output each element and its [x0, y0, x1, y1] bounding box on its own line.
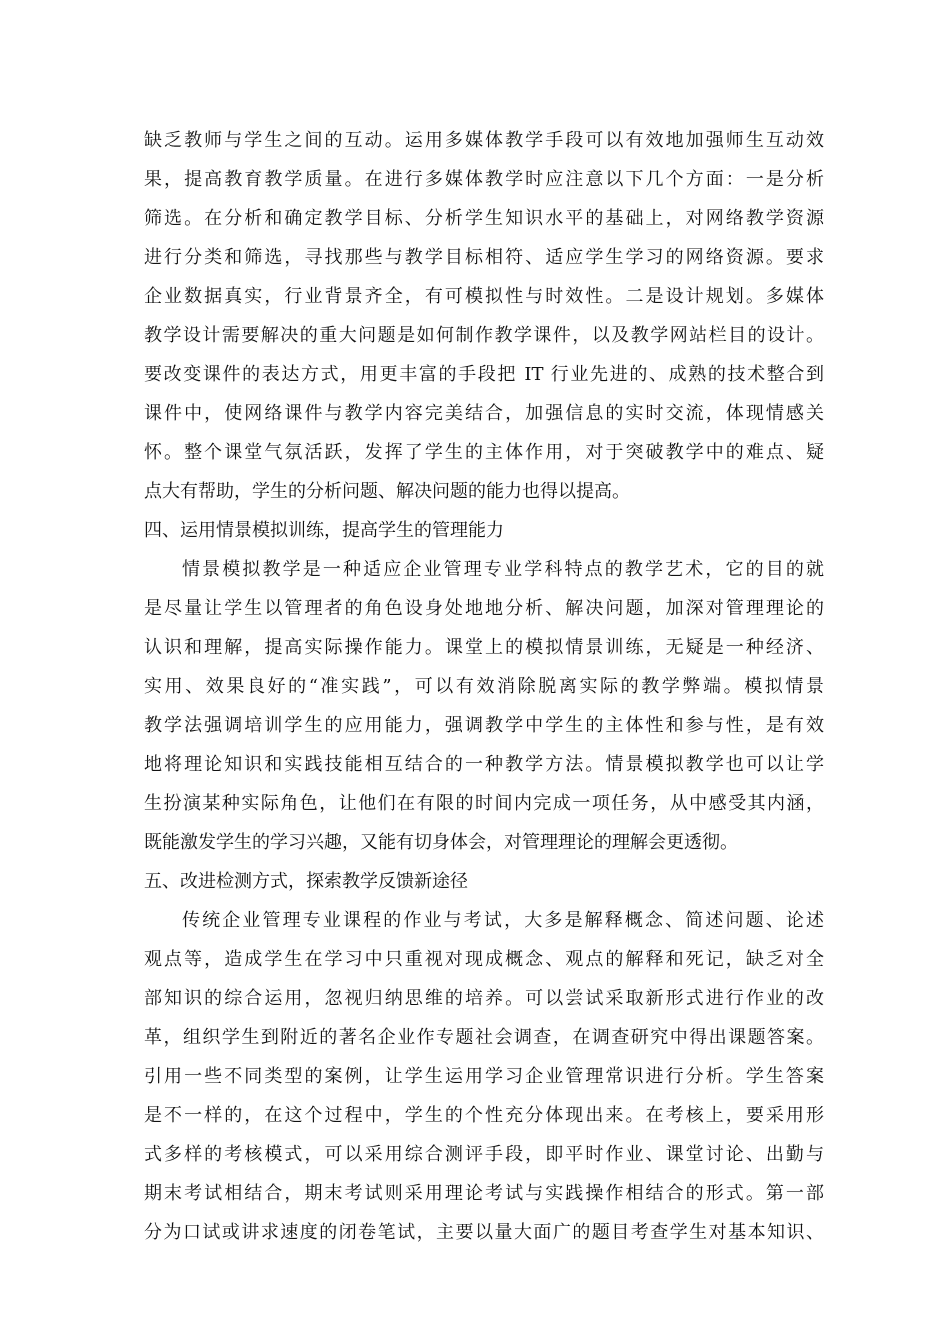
- paragraph-line: 地将理论知识和实践技能相互结合的一种教学方法。情景模拟教学也可以让学: [144, 754, 824, 775]
- paragraph-line: 是尽量让学生以管理者的角色设身处地地分析、解决问题，加深对管理理论的: [144, 598, 824, 619]
- paragraph-line: 是不一样的，在这个过程中，学生的个性充分体现出来。在考核上，要采用形: [144, 1105, 824, 1126]
- section-heading-5: 五、改进检测方式，探索教学反馈新途径: [144, 871, 468, 892]
- document-body: [144, 121, 824, 1252]
- paragraph-line: 既能激发学生的学习兴趣，又能有切身体会，对管理理论的理解会更透彻。: [144, 832, 738, 853]
- paragraph-line: 实用、效果良好的“准实践”，可以有效消除脱离实际的教学弊端。模拟情景: [144, 676, 824, 697]
- paragraph-line: 筛选。在分析和确定教学目标、分析学生知识水平的基础上，对网络教学资源: [144, 208, 824, 229]
- paragraph-line: 点大有帮助，学生的分析问题、解决问题的能力也得以提高。: [144, 481, 630, 502]
- paragraph-line: 教学法强调培训学生的应用能力，强调教学中学生的主体性和参与性，是有效: [144, 715, 824, 736]
- paragraph-line: 认识和理解，提高实际操作能力。课堂上的模拟情景训练，无疑是一种经济、: [144, 637, 824, 658]
- paragraph-line: 引用一些不同类型的案例，让学生运用学习企业管理常识进行分析。学生答案: [144, 1066, 824, 1087]
- section-heading-4: 四、运用情景模拟训练，提高学生的管理能力: [144, 520, 504, 541]
- paragraph-line: 式多样的考核模式，可以采用综合测评手段，即平时作业、课堂讨论、出勤与: [144, 1144, 824, 1165]
- paragraph-line: 生扮演某种实际角色，让他们在有限的时间内完成一项任务，从中感受其内涵，: [144, 793, 824, 814]
- paragraph-line: 观点等，造成学生在学习中只重视对现成概念、观点的解释和死记，缺乏对全: [144, 949, 824, 970]
- paragraph-line: 革，组织学生到附近的著名企业作专题社会调查，在调查研究中得出课题答案。: [144, 1027, 824, 1048]
- paragraph-line: 期末考试相结合，期末考试则采用理论考试与实践操作相结合的形式。第一部: [144, 1183, 824, 1204]
- paragraph-line: 课件中，使网络课件与教学内容完美结合，加强信息的实时交流，体现情感关: [144, 403, 824, 424]
- paragraph-line: 进行分类和筛选，寻找那些与教学目标相符、适应学生学习的网络资源。要求: [144, 247, 824, 268]
- paragraph-line: 缺乏教师与学生之间的互动。运用多媒体教学手段可以有效地加强师生互动效: [144, 130, 824, 151]
- paragraph-line: 教学设计需要解决的重大问题是如何制作教学课件，以及教学网站栏目的设计。: [144, 325, 824, 346]
- paragraph-line: 传统企业管理专业课程的作业与考试，大多是解释概念、简述问题、论述: [182, 910, 824, 931]
- paragraph-line: 情景模拟教学是一种适应企业管理专业学科特点的教学艺术，它的目的就: [182, 559, 824, 580]
- paragraph-line: 果，提高教育教学质量。在进行多媒体教学时应注意以下几个方面：一是分析: [144, 169, 824, 190]
- paragraph-line: 怀。整个课堂气氛活跃，发挥了学生的主体作用，对于突破教学中的难点、疑: [144, 442, 824, 463]
- paragraph-line: 部知识的综合运用，忽视归纳思维的培养。可以尝试采取新形式进行作业的改: [144, 988, 824, 1009]
- paragraph-line: 要改变课件的表达方式，用更丰富的手段把 IT 行业先进的、成熟的技术整合到: [144, 364, 824, 385]
- paragraph-line: 企业数据真实，行业背景齐全，有可模拟性与时效性。二是设计规划。多媒体: [144, 286, 824, 307]
- paragraph-line: 分为口试或讲求速度的闭卷笔试，主要以量大面广的题目考查学生对基本知识、: [144, 1222, 824, 1243]
